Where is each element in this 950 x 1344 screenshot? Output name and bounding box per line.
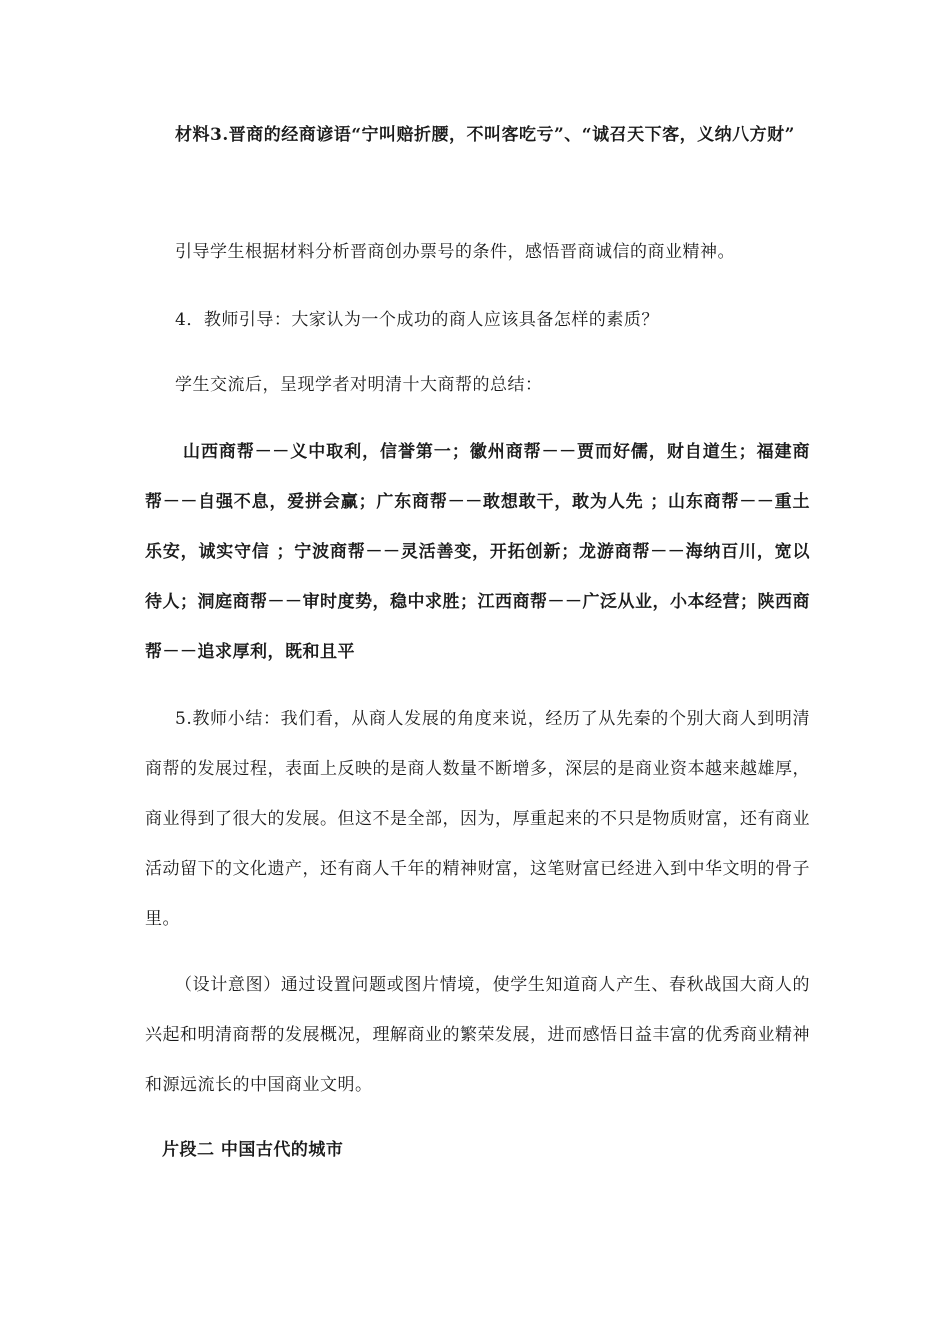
student-exchange-paragraph: 学生交流后，呈现学者对明清十大商帮的总结：	[175, 375, 543, 395]
material-3-paragraph: 材料3.晋商的经商谚语“宁叫赔折腰，不叫客吃亏”、“诚召天下客，义纳八方财”	[175, 125, 795, 145]
teacher-question-4-paragraph: 4．教师引导：大家认为一个成功的商人应该具备怎样的素质？	[175, 310, 659, 330]
guide-paragraph: 引导学生根据材料分析晋商创办票号的条件，感悟晋商诚信的商业精神。	[175, 242, 735, 262]
teacher-summary-paragraph: 5.教师小结：我们看，从商人发展的角度来说，经历了从先秦的个别大商人到明清商帮的发展过程，表面上反映的是商人数量不断增多，深层的是商业资本越来越雄厚，商业得到了很大的发展。但这不是全部，因为，厚重起来的不只是物质财富，还有商业活动留下的文化遗产，还有商人千年的精神财富，这笔财富已经进入到中华文明的骨子里。	[145, 709, 810, 929]
ten-merchant-groups-paragraph: 山西商帮－－义中取利，信誉第一；徽州商帮－－贾而好儒，财自道生；福建商帮－－自强不息，爱拼会赢；广东商帮－－敢想敢干，敢为人先 ；山东商帮－－重土乐安，诚实守信 ；宁波商帮－－灵活善变，开拓创新；龙游商帮－－海纳百川，宽以待人；洞庭商帮－－审时度势，稳中求胜；江西商帮－－广泛从业，小本经营；陕西商帮－－追求厚利，既和且平	[145, 442, 810, 662]
section-2-heading: 片段二 中国古代的城市	[162, 1140, 344, 1160]
design-intent-paragraph: （设计意图）通过设置问题或图片情境，使学生知道商人产生、春秋战国大商人的兴起和明清商帮的发展概况，理解商业的繁荣发展，进而感悟日益丰富的优秀商业精神和源远流长的中国商业文明。	[145, 975, 810, 1095]
